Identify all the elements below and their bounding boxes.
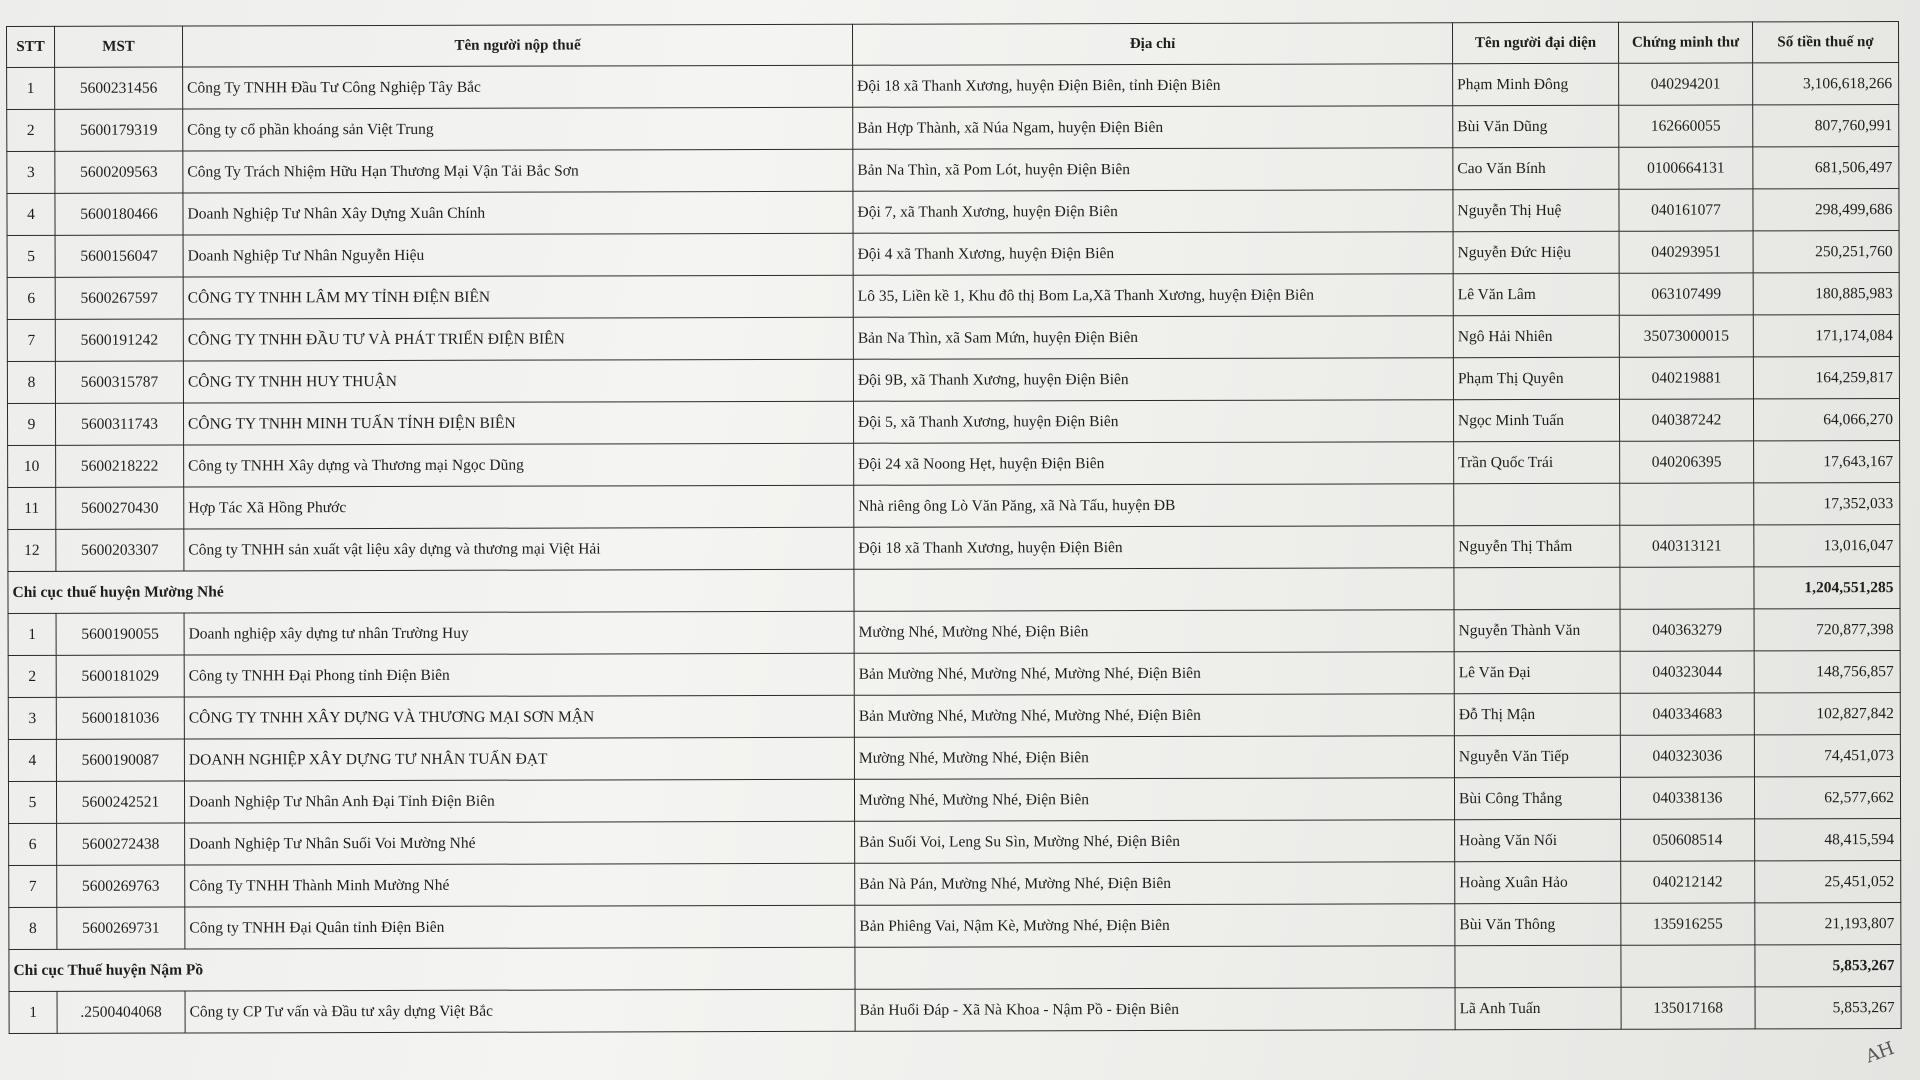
cell-debt-amount: 25,451,052 — [1755, 861, 1901, 903]
cell-stt: 2 — [8, 655, 56, 697]
table-row — [8, 651, 1900, 698]
table-row — [9, 987, 1901, 1034]
cell-taxpayer-name: Công Ty TNHH Thành Minh Mường Nhé — [185, 863, 855, 907]
cell-address: Đội 5, xã Thanh Xương, huyện Điện Biên — [853, 400, 1453, 444]
cell-id-card: 040161077 — [1619, 189, 1753, 231]
cell-stt: 8 — [7, 361, 55, 403]
cell-address: Bản Na Thìn, xã Sam Mứn, huyện Điện Biên — [853, 316, 1453, 360]
cell-debt-amount: 102,827,842 — [1754, 693, 1900, 735]
table-header-row — [7, 22, 1899, 68]
cell-address: Đội 24 xã Noong Hẹt, huyện Điện Biên — [854, 442, 1454, 486]
cell-id-card: 040334683 — [1620, 693, 1754, 735]
table-row — [7, 63, 1899, 110]
cell-representative: Nguyễn Thị Thắm — [1454, 525, 1620, 567]
cell-representative: Lã Anh Tuấn — [1455, 987, 1621, 1029]
cell-stt: 1 — [7, 67, 55, 109]
cell-taxpayer-name: DOANH NGHIỆP XÂY DỰNG TƯ NHÂN TUẤN ĐẠT — [184, 737, 854, 781]
cell-stt: 9 — [7, 403, 55, 445]
cell-debt-amount: 681,506,497 — [1753, 147, 1899, 189]
cell-debt-amount: 13,016,047 — [1754, 525, 1900, 567]
table-body — [7, 63, 1902, 1034]
cell-stt: 7 — [7, 319, 55, 361]
cell-address: Nhà riêng ông Lò Văn Păng, xã Nà Tấu, huyện ĐB — [854, 484, 1454, 528]
cell-debt-amount: 62,577,662 — [1754, 777, 1900, 819]
cell-taxpayer-name: CÔNG TY TNHH LÂM MY TỈNH ĐIỆN BIÊN — [183, 275, 853, 319]
cell-stt: 4 — [8, 739, 56, 781]
section-row — [9, 945, 1901, 992]
cell-stt: 3 — [7, 151, 55, 193]
cell-taxpayer-name: Hợp Tác Xã Hồng Phước — [184, 485, 854, 529]
cell-representative: Lê Văn Lâm — [1453, 273, 1619, 315]
cell-stt: 4 — [7, 193, 55, 235]
cell-representative: Ngọc Minh Tuấn — [1453, 399, 1619, 441]
table-row — [7, 231, 1899, 278]
cell-taxpayer-name: Doanh Nghiệp Tư Nhân Xây Dựng Xuân Chính — [183, 191, 853, 235]
cell-debt-amount: 171,174,084 — [1753, 315, 1899, 357]
cell-address: Bản Nà Pán, Mường Nhé, Mường Nhé, Điện Biên — [855, 862, 1455, 906]
cell-mst: 5600218222 — [56, 445, 184, 487]
cell-debt-amount: 250,251,760 — [1753, 231, 1899, 273]
table-row — [7, 315, 1899, 362]
cell-debt-amount: 21,193,807 — [1755, 903, 1901, 945]
cell-representative: Phạm Thị Quyên — [1453, 357, 1619, 399]
cell-stt: 7 — [9, 865, 57, 907]
cell-taxpayer-name: CÔNG TY TNHH XÂY DỰNG VÀ THƯƠNG MẠI SƠN MẬN — [184, 695, 854, 739]
cell-representative: Nguyễn Văn Tiếp — [1454, 735, 1620, 777]
cell-address: Lô 35, Liền kề 1, Khu đô thị Bom La,Xã Thanh Xương, huyện Điện Biên — [853, 274, 1453, 318]
cell-representative: Nguyễn Đức Hiệu — [1453, 231, 1619, 273]
cell-address: Đội 7, xã Thanh Xương, huyện Điện Biên — [853, 190, 1453, 234]
header-id-card: Chứng minh thư — [1618, 22, 1752, 63]
cell-mst: 5600315787 — [55, 361, 183, 403]
cell-id-card — [1620, 483, 1754, 525]
cell-stt: 5 — [8, 781, 56, 823]
table-row — [8, 441, 1900, 488]
cell-id-card: 063107499 — [1619, 273, 1753, 315]
cell-stt: 11 — [8, 487, 56, 529]
tax-debt-table-sheet — [6, 21, 1901, 1076]
cell-debt-amount: 298,499,686 — [1753, 189, 1899, 231]
cell-debt-amount: 3,106,618,266 — [1753, 63, 1899, 105]
cell-representative: Hoàng Văn Nối — [1455, 819, 1621, 861]
table-row — [9, 861, 1901, 908]
cell-representative — [1454, 483, 1620, 525]
cell-stt: 8 — [9, 907, 57, 949]
section-total: 1,204,551,285 — [1754, 567, 1900, 609]
cell-taxpayer-name: Công ty cổ phần khoáng sản Việt Trung — [183, 107, 853, 151]
section-empty-cell — [855, 946, 1455, 990]
cell-id-card: 040206395 — [1620, 441, 1754, 483]
cell-debt-amount: 148,756,857 — [1754, 651, 1900, 693]
cell-stt: 2 — [7, 109, 55, 151]
section-empty-cell — [1454, 567, 1620, 609]
cell-debt-amount: 5,853,267 — [1755, 987, 1901, 1029]
cell-stt: 5 — [7, 235, 55, 277]
cell-id-card: 0100664131 — [1619, 147, 1753, 189]
cell-mst: 5600203307 — [56, 529, 184, 571]
tax-debt-table — [6, 21, 1902, 1034]
cell-representative: Ngô Hải Nhiên — [1453, 315, 1619, 357]
cell-mst: 5600190055 — [56, 613, 184, 655]
table-row — [9, 819, 1901, 866]
cell-address: Đội 4 xã Thanh Xương, huyện Điện Biên — [853, 232, 1453, 276]
cell-id-card: 162660055 — [1619, 105, 1753, 147]
cell-taxpayer-name: Công ty TNHH Xây dựng và Thương mại Ngọc Dũng — [184, 443, 854, 487]
table-row — [8, 525, 1900, 572]
table-row — [7, 105, 1899, 152]
table-row — [8, 609, 1900, 656]
cell-taxpayer-name: Công ty TNHH Đại Quân tỉnh Điện Biên — [185, 905, 855, 949]
cell-id-card: 135916255 — [1621, 903, 1755, 945]
cell-mst: 5600181036 — [56, 697, 184, 739]
cell-representative: Bùi Văn Thông — [1455, 903, 1621, 945]
cell-id-card: 040387242 — [1619, 399, 1753, 441]
header-mst: MST — [55, 26, 183, 67]
section-empty-cell — [1455, 945, 1621, 987]
cell-taxpayer-name: CÔNG TY TNHH ĐẦU TƯ VÀ PHÁT TRIỂN ĐIỆN BIÊN — [183, 317, 853, 361]
cell-id-card: 135017168 — [1621, 987, 1755, 1029]
section-total: 5,853,267 — [1755, 945, 1901, 987]
cell-address: Bản Suối Voi, Leng Su Sìn, Mường Nhé, Điện Biên — [855, 820, 1455, 864]
cell-representative: Hoàng Xuân Hảo — [1455, 861, 1621, 903]
section-title: Chi cục thuế huyện Mường Nhé — [8, 569, 854, 613]
cell-id-card: 040212142 — [1621, 861, 1755, 903]
cell-address: Đội 9B, xã Thanh Xương, huyện Điện Biên — [853, 358, 1453, 402]
cell-taxpayer-name: Doanh nghiệp xây dựng tư nhân Trường Huy — [184, 611, 854, 655]
cell-stt: 6 — [9, 823, 57, 865]
cell-taxpayer-name: Công ty CP Tư vấn và Đầu tư xây dựng Việt Bắc — [185, 989, 855, 1033]
cell-address: Mường Nhé, Mường Nhé, Điện Biên — [854, 610, 1454, 654]
cell-address: Bản Hợp Thành, xã Núa Ngam, huyện Điện Biên — [853, 106, 1453, 150]
cell-taxpayer-name: CÔNG TY TNHH HUY THUẬN — [183, 359, 853, 403]
cell-debt-amount: 64,066,270 — [1753, 399, 1899, 441]
cell-stt: 1 — [9, 991, 57, 1033]
cell-address: Bản Na Thìn, xã Pom Lót, huyện Điện Biên — [853, 148, 1453, 192]
cell-mst: 5600180466 — [55, 193, 183, 235]
cell-address: Mường Nhé, Mường Nhé, Điện Biên — [854, 736, 1454, 780]
cell-debt-amount: 720,877,398 — [1754, 609, 1900, 651]
cell-stt: 10 — [8, 445, 56, 487]
section-empty-cell — [854, 568, 1454, 612]
table-row — [7, 273, 1899, 320]
cell-address: Đội 18 xã Thanh Xương, huyện Điện Biên, tỉnh Điện Biên — [853, 64, 1453, 108]
cell-debt-amount: 17,352,033 — [1754, 483, 1900, 525]
cell-mst: 5600209563 — [55, 151, 183, 193]
cell-representative: Đỗ Thị Mận — [1454, 693, 1620, 735]
corner-handwritten-mark: AH — [1863, 1037, 1898, 1068]
cell-mst: 5600269731 — [57, 907, 185, 949]
cell-id-card: 040313121 — [1620, 525, 1754, 567]
cell-debt-amount: 180,885,983 — [1753, 273, 1899, 315]
table-row — [7, 399, 1899, 446]
cell-stt: 1 — [8, 613, 56, 655]
cell-mst: .2500404068 — [57, 991, 185, 1033]
cell-address: Bản Mường Nhé, Mường Nhé, Mường Nhé, Điện Biên — [854, 652, 1454, 696]
cell-representative: Trần Quốc Trái — [1454, 441, 1620, 483]
section-empty-cell — [1620, 567, 1754, 609]
header-address: Địa chỉ — [852, 23, 1452, 66]
header-debt-amount: Số tiền thuế nợ — [1752, 22, 1898, 63]
cell-stt: 3 — [8, 697, 56, 739]
cell-taxpayer-name: Doanh Nghiệp Tư Nhân Anh Đại Tỉnh Điện Biên — [184, 779, 854, 823]
cell-address: Bản Huổi Đáp - Xã Nà Khoa - Nậm Pồ - Điện Biên — [855, 988, 1455, 1032]
cell-representative: Cao Văn Bính — [1453, 147, 1619, 189]
cell-representative: Phạm Minh Đông — [1453, 63, 1619, 105]
table-row — [8, 777, 1900, 824]
cell-representative: Nguyễn Thành Văn — [1454, 609, 1620, 651]
cell-id-card: 050608514 — [1621, 819, 1755, 861]
cell-debt-amount: 48,415,594 — [1755, 819, 1901, 861]
cell-stt: 6 — [7, 277, 55, 319]
table-row — [8, 735, 1900, 782]
cell-mst: 5600269763 — [57, 865, 185, 907]
cell-taxpayer-name: CÔNG TY TNHH MINH TUẤN TỈNH ĐIỆN BIÊN — [183, 401, 853, 445]
section-title: Chi cục Thuế huyện Nậm Pồ — [9, 947, 855, 991]
cell-address: Bản Phiêng Vai, Nậm Kè, Mường Nhé, Điện Biên — [855, 904, 1455, 948]
cell-mst: 5600156047 — [55, 235, 183, 277]
cell-debt-amount: 164,259,817 — [1753, 357, 1899, 399]
header-stt: STT — [7, 26, 55, 67]
cell-address: Đội 18 xã Thanh Xương, huyện Điện Biên — [854, 526, 1454, 570]
cell-mst: 5600191242 — [55, 319, 183, 361]
cell-address: Bản Mường Nhé, Mường Nhé, Mường Nhé, Điện Biên — [854, 694, 1454, 738]
cell-id-card: 040338136 — [1620, 777, 1754, 819]
table-row — [9, 903, 1901, 950]
cell-mst: 5600242521 — [56, 781, 184, 823]
cell-id-card: 040219881 — [1619, 357, 1753, 399]
cell-debt-amount: 807,760,991 — [1753, 105, 1899, 147]
cell-representative: Lê Văn Đại — [1454, 651, 1620, 693]
cell-address: Mường Nhé, Mường Nhé, Điện Biên — [854, 778, 1454, 822]
cell-mst: 5600311743 — [55, 403, 183, 445]
cell-stt: 12 — [8, 529, 56, 571]
cell-mst: 5600267597 — [55, 277, 183, 319]
cell-taxpayer-name: Doanh Nghiệp Tư Nhân Suối Voi Mường Nhé — [185, 821, 855, 865]
cell-mst: 5600272438 — [57, 823, 185, 865]
table-row — [8, 693, 1900, 740]
header-representative: Tên người đại diện — [1452, 22, 1618, 63]
cell-mst: 5600181029 — [56, 655, 184, 697]
cell-taxpayer-name: Công ty TNHH Đại Phong tỉnh Điện Biên — [184, 653, 854, 697]
cell-debt-amount: 74,451,073 — [1754, 735, 1900, 777]
table-row — [7, 147, 1899, 194]
header-taxpayer-name: Tên người nộp thuế — [183, 24, 853, 67]
section-row — [8, 567, 1900, 614]
cell-taxpayer-name: Công ty TNHH sản xuất vật liệu xây dựng và thương mại Việt Hải — [184, 527, 854, 571]
cell-id-card: 040363279 — [1620, 609, 1754, 651]
cell-representative: Bùi Văn Dũng — [1453, 105, 1619, 147]
table-row — [8, 483, 1900, 530]
table-row — [7, 189, 1899, 236]
cell-id-card: 35073000015 — [1619, 315, 1753, 357]
cell-mst: 5600270430 — [56, 487, 184, 529]
cell-taxpayer-name: Công Ty TNHH Đầu Tư Công Nghiệp Tây Bắc — [183, 65, 853, 109]
cell-taxpayer-name: Công Ty Trách Nhiệm Hữu Hạn Thương Mại Vận Tải Bắc Sơn — [183, 149, 853, 193]
table-row — [7, 357, 1899, 404]
cell-taxpayer-name: Doanh Nghiệp Tư Nhân Nguyễn Hiệu — [183, 233, 853, 277]
cell-id-card: 040323044 — [1620, 651, 1754, 693]
cell-id-card: 040323036 — [1620, 735, 1754, 777]
cell-representative: Bùi Công Thắng — [1454, 777, 1620, 819]
cell-mst: 5600179319 — [55, 109, 183, 151]
cell-id-card: 040293951 — [1619, 231, 1753, 273]
cell-id-card: 040294201 — [1619, 63, 1753, 105]
cell-representative: Nguyễn Thị Huệ — [1453, 189, 1619, 231]
section-empty-cell — [1621, 945, 1755, 987]
cell-debt-amount: 17,643,167 — [1754, 441, 1900, 483]
cell-mst: 5600231456 — [55, 67, 183, 109]
cell-mst: 5600190087 — [56, 739, 184, 781]
